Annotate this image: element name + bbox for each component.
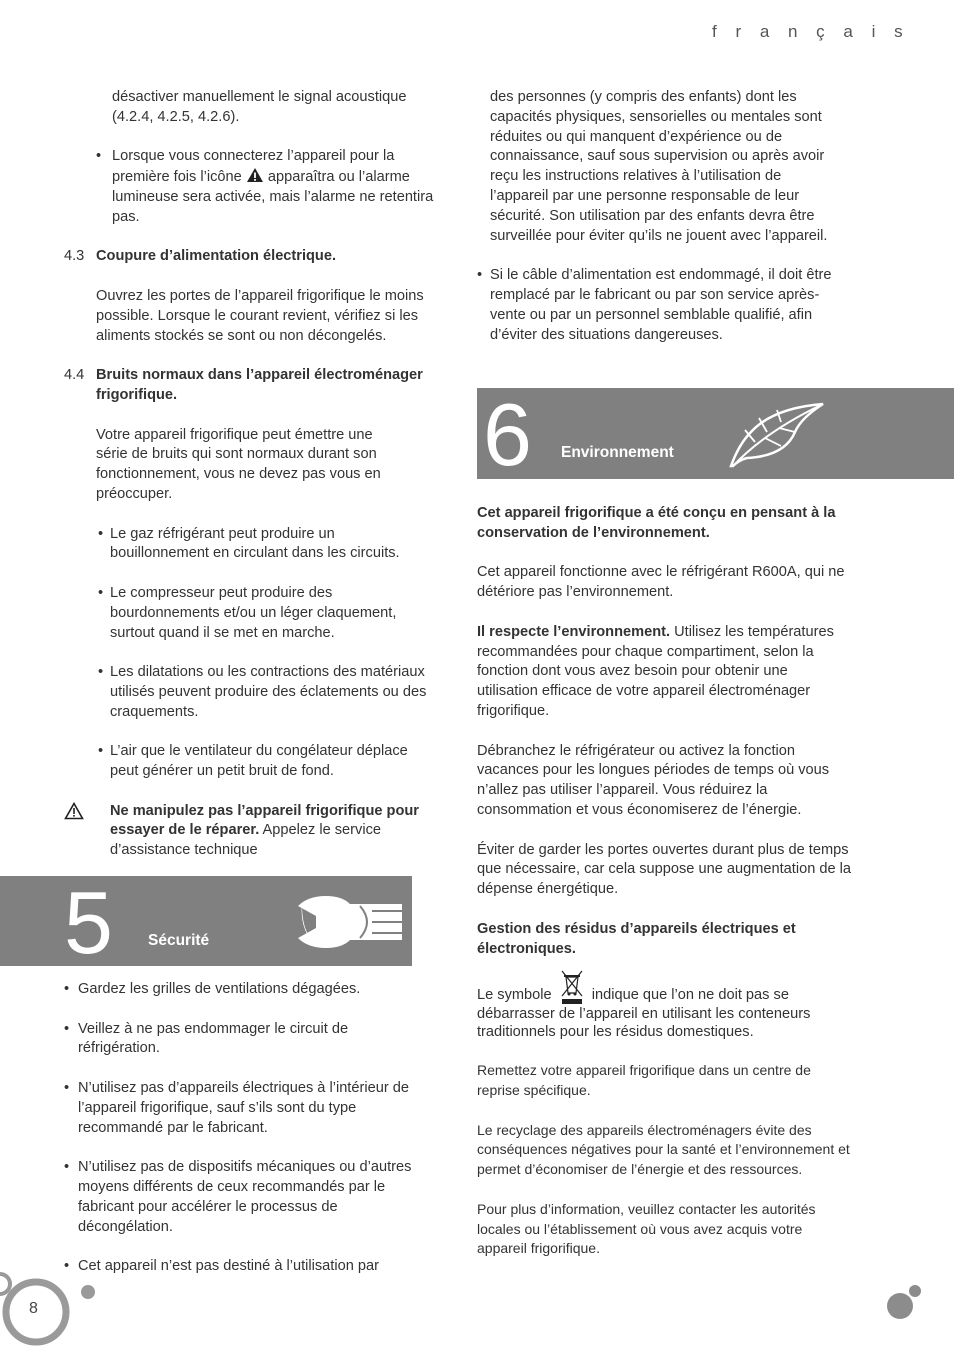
paragraph: Remettez votre appareil frigorifique dans un centre de reprise spécifique. [477,1062,811,1098]
paragraph: Cet appareil frigorifique a été conçu en pensant à la conservation de l’environnement. [477,505,836,541]
paragraph: Votre appareil frigorifique peut émettre une série de bruits qui sont normaux durant son fonctionnement, vous ne devez pas vous en préoccuper. [96,426,381,502]
paragraph: Gestion des résidus d’appareils électriques et électroniques. [477,920,796,957]
paragraph: Éviter de garder les portes ouvertes durant plus de temps que nécessaire, car cela suppose une augmentation de la dépense énergétique. [477,841,852,898]
list-item: • L’air que le ventilateur du congélateur déplace peut générer un petit bruit de fond. [98,743,408,780]
list-item: • Le gaz réfrigérant peut produire un bouillonnement en circulant dans les circuits. [98,525,400,562]
list-item: • N’utilisez pas d’appareils électriques à l’intérieur de l’appareil frigorifique, sauf s’ils sont du type recommandé par le fabricant. [64,1079,409,1136]
left-column [64,88,434,861]
warning-note: Ne manipulez pas l’appareil frigorifique pour essayer de le réparer. Appelez le service d’assistance technique [64,802,434,861]
page-number: 8 [29,1300,38,1317]
paragraph: des personnes (y compris des enfants) dont les capacités physiques, sensorielles ou mentales sont réduites ou qui manquent d’expérience ou de connaissance, sauf sous supervision ou après avoir reçu les instructions relatives à l’utilisation de l’appareil par une personne responsable de leur sécurité. Son utilisation par des enfants devra être surveillée pour éviter qu’ils ne jouent avec l’appareil. [490,89,828,244]
list-item: • Cet appareil n’est pas destiné à l’utilisation par [64,1258,379,1275]
language-label: f r a n ç a i s [712,22,910,41]
decorative-circles [0,1262,100,1354]
paragraph: Il respecte l’environnement. Utilisez les températures recommandées pour chaque compartiment, selon la fonction dont vous avez besoin pour obtenir une utilisation efficace de votre appareil électroménager frigorifique. [477,623,834,719]
list-item: • Les dilatations ou les contractions des matériaux utilisés peuvent produire des éclatements ou des craquements. [98,664,427,720]
list-item: • Veillez à ne pas endommager le circuit de réfrigération. [64,1020,349,1057]
paragraph: Cet appareil fonctionne avec le réfrigérant R600A, qui ne détériore pas l’environnement. [477,564,845,601]
list-item: • N’utilisez pas de dispositifs mécaniques ou d’autres moyens différents de ceux recommandés par le fabricant pour accélérer le processus de décongélation. [64,1159,412,1235]
paragraph: Le recyclage des appareils électroménagers évite des conséquences négatives pour la santé et l’environnement et permet d’économiser de l’énergie et des ressources. [477,1121,850,1178]
leaf-icon [725,396,825,468]
section-heading-4-4: 4.4 Bruits normaux dans l’appareil électroménager frigorifique. [64,367,423,403]
section-6-number: 6 [483,385,532,484]
paragraph: Ouvrez les portes de l’appareil frigorifique le moins possible. Lorsque le courant revient, vérifiez si les aliments stockés se sont ou non décongelés. [96,287,424,344]
section-6-title: Environnement [561,444,674,461]
right-column [477,88,852,345]
warning-icon [64,802,84,820]
paragraph: Débranchez le réfrigérateur ou activez la fonction vacances pour les longues périodes de temps où vous n’allez pas utiliser l’appareil. Vous réduirez la consommation et vous économiserez de l’énergie. [477,742,830,818]
paragraph: désactiver manuellement le signal acoustique (4.2.4, 4.2.5, 4.2.6). [112,89,407,125]
section-heading-4-3: 4.3 Coupure d’alimentation électrique. [64,248,337,265]
list-item: • Gardez les grilles de ventilations dégagées. [64,981,361,997]
list-item: • Le compresseur peut produire des bourdonnements et/ou un léger claquement, surtout quand il se met en marche. [98,584,397,641]
crossed-bin-icon [558,969,586,1005]
section-5-banner [0,873,412,972]
section-6-banner [477,385,954,484]
list-item: • Lorsque vous connecterez l’appareil pour la première fois l’icône apparaîtra ou l’alarme lumineuse sera activée, mais l’alarme ne retentira pas. [96,148,434,225]
section-5-title: Sécurité [148,932,210,949]
decorative-dots [884,1282,924,1322]
paragraph: Le symbole indique que l’on ne doit pas se débarrasser de l’appareil en utilisant les conteneurs traditionnels pour les résidus domestiques. [477,969,852,1041]
environment-text [477,504,852,1259]
safety-list [64,980,432,1277]
wrench-icon [298,894,404,950]
section-5-number: 5 [64,873,113,972]
list-item: • Si le câble d’alimentation est endommagé, il doit être remplacé par le fabricant ou par son service après-vente ou par un personnel semblable qualifié, afin d’éviter des situations dangereuses. [477,267,832,343]
paragraph: Pour plus d’information, veuillez contacter les autorités locales ou l’établissement où vous avez acquis votre appareil frigorifique. [477,1200,816,1257]
warning-icon [246,167,264,183]
